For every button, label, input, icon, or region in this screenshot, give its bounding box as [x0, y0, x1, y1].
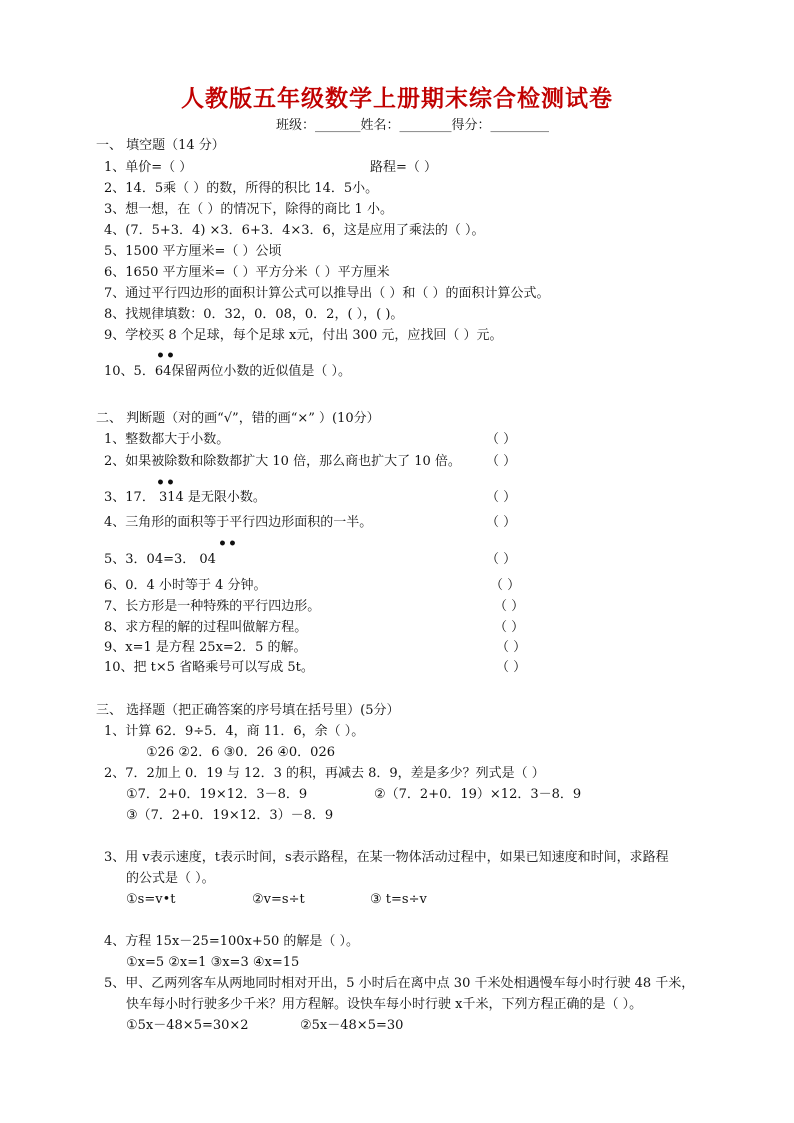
s1-q8: 8、找规律填数：0．32，0．08，0．2，( ），( )。	[104, 307, 404, 322]
s1-q6: 6、1650 平方厘米=（ ）平方分米（ ）平方厘米	[104, 265, 390, 280]
repeating-decimal-dots: ••	[156, 348, 176, 364]
s2-answer-paren-5: （ ）	[486, 552, 517, 567]
section2-heading: 二、 判断题（对的画“√”，错的画“×” ）(10分）	[96, 411, 380, 426]
s1-q7: 7、通过平行四边形的面积计算公式可以推导出（ ）和（ ）的面积计算公式。	[104, 286, 550, 301]
s3-q5-line2: 快车每小时行驶多少千米？用方程解。设快车每小时行驶 x千米，下列方程正确的是（ ）。	[126, 997, 643, 1012]
s2-item-9: 9、x=1 是方程 25x=2．5 的解。	[104, 640, 307, 655]
section1-heading: 一、 填空题（14 分）	[96, 138, 225, 153]
s3-q3-option-3: ③ t=s÷v	[370, 892, 427, 907]
s2-answer-paren-2: （ ）	[486, 454, 517, 469]
section3-heading: 三、 选择题（把正确答案的序号填在括号里）(5分）	[96, 703, 400, 718]
page-title: 人教版五年级数学上册期末综合检测试卷	[181, 86, 613, 112]
s3-q3-option-2: ②v=s÷t	[252, 892, 305, 907]
s2-item-8: 8、求方程的解的过程叫做解方程。	[104, 620, 308, 635]
s2-answer-paren-9: （ ）	[496, 640, 527, 655]
repeating-decimal-dots: ••	[156, 475, 176, 491]
s3-q1: 1、计算 62．9÷5．4，商 11．6，余（ ）。	[104, 724, 365, 739]
s3-q5-line1: 5、甲、乙两列客车从两地同时相对开出，5 小时后在离中点 30 千米处相遇慢车每小时行驶 48 千米，	[104, 976, 695, 991]
s2-item-2: 2、如果被除数和除数都扩大 10 倍，那么商也扩大了 10 倍。	[104, 454, 461, 469]
s1-q5: 5、1500 平方厘米=（ ）公顷	[104, 244, 282, 259]
s3-q5-option-1: ①5x－48×5=30×2	[126, 1018, 249, 1033]
s1-q2: 2、14．5乘（ ）的数，所得的积比 14．5小。	[104, 181, 379, 196]
s1-q1b: 路程=（ ）	[370, 160, 438, 175]
s2-item-6: 6、0．4 小时等于 4 分钟。	[104, 578, 267, 593]
s2-answer-paren-7: （ ）	[494, 599, 525, 614]
repeating-decimal-dots: ••	[218, 536, 238, 552]
s3-q2-option-3: ③（7．2+0．19×12．3）－8．9	[126, 808, 334, 823]
s2-item-7: 7、长方形是一种特殊的平行四边形。	[104, 599, 321, 614]
s2-answer-paren-6: （ ）	[490, 578, 521, 593]
s3-q2: 2、7．2加上 0．19 与 12．3 的积，再减去 8．9，差是多少？列式是（ ）	[104, 766, 545, 781]
s2-item-3: 3、17． 314 是无限小数。	[104, 490, 266, 505]
s3-q2-option-1: ①7．2+0．19×12．3－8．9	[126, 787, 308, 802]
s1-q9: 9、学校买 8 个足球，每个足球 x元，付出 300 元，应找回（ ）元。	[104, 328, 503, 343]
s1-q4: 4、(7．5+3．4) ×3．6+3．4×3．6，这是应用了乘法的（ ）。	[104, 223, 485, 238]
student-info-line: 班级：_______姓名：________得分：_________	[276, 118, 550, 133]
s3-q1-options: ①26 ②2．6 ③0．26 ④0．026	[146, 745, 335, 760]
s1-q10: 10、5．64保留两位小数的近似值是（ ）。	[104, 364, 351, 379]
s3-q3-option-1: ①s=v•t	[126, 892, 176, 907]
s3-q5-option-2: ②5x－48×5=30	[300, 1018, 404, 1033]
s2-answer-paren-1: （ ）	[486, 432, 517, 447]
s3-q3-line1: 3、用 v表示速度，t表示时间，s表示路程，在某一物体活动过程中，如果已知速度和时间，求路程	[104, 850, 669, 865]
s2-answer-paren-10: （ ）	[496, 660, 527, 675]
s2-answer-paren-4: （ ）	[486, 515, 517, 530]
s3-q3-line2: 的公式是（ ）。	[126, 871, 215, 886]
s3-q4: 4、方程 15x－25=100x+50 的解是（ ）。	[104, 934, 360, 949]
s2-answer-paren-3: （ ）	[486, 490, 517, 505]
s2-answer-paren-8: （ ）	[494, 620, 525, 635]
s1-q1a: 1、单价=（ ）	[104, 160, 193, 175]
s2-item-5: 5、3．04=3． 04	[104, 552, 216, 567]
s3-q2-option-2: ②（7．2+0．19）×12．3－8．9	[374, 787, 582, 802]
s2-item-1: 1、整数都大于小数。	[104, 432, 230, 447]
s3-q4-options: ①x=5 ②x=1 ③x=3 ④x=15	[126, 955, 300, 970]
s2-item-4: 4、三角形的面积等于平行四边形面积的一半。	[104, 515, 373, 530]
s1-q3: 3、想一想，在（ ）的情况下，除得的商比 1 小。	[104, 202, 393, 217]
s2-item-10: 10、把 t×5 省略乘号可以写成 5t。	[104, 660, 314, 675]
